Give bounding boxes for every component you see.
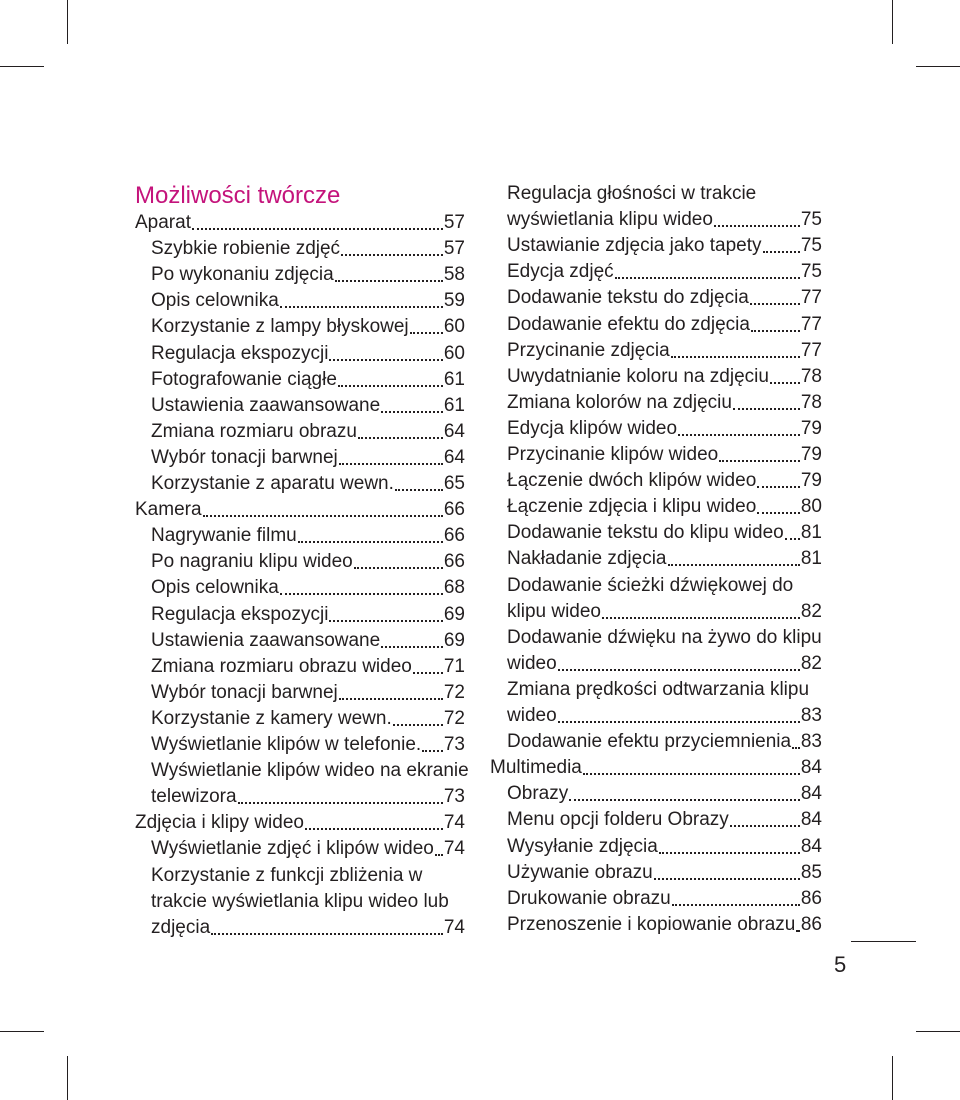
toc-entry-page: 61 [443, 369, 465, 390]
toc-entry-page: 77 [800, 340, 822, 361]
toc-entry-page: 86 [800, 888, 822, 909]
dot-leader [719, 460, 800, 462]
toc-entry [151, 549, 465, 575]
dot-leader [558, 669, 800, 671]
dot-leader [238, 802, 443, 804]
page-number: 5 [834, 952, 847, 977]
dot-leader [668, 564, 800, 566]
toc-entry-page: 69 [443, 604, 465, 625]
dot-leader [750, 303, 800, 305]
toc-entry-title: Przenoszenie i kopiowanie obrazu [507, 914, 796, 935]
toc-entry-title: Drukowanie obrazu [507, 888, 671, 909]
toc-entry-page: 79 [800, 470, 822, 491]
dot-leader [654, 878, 800, 880]
toc-entry-title: Zmiana rozmiaru obrazu wideo [151, 656, 412, 677]
toc-entry [151, 341, 465, 367]
toc-entry-page: 78 [800, 392, 822, 413]
toc-entry-title: Nakładanie zdjęcia [507, 548, 667, 569]
toc-entry [507, 416, 822, 442]
dot-leader [381, 646, 443, 648]
toc-entry [151, 784, 465, 810]
toc-entry-title: Dodawanie efektu do zdjęcia [507, 314, 750, 335]
toc-entry-title: Wyświetlanie klipów w telefonie. [151, 734, 422, 755]
toc-entry [507, 338, 822, 364]
dot-leader [730, 825, 800, 827]
toc-entry [507, 651, 822, 677]
toc-entry-page: 65 [443, 473, 465, 494]
toc-entry-title: Łączenie zdjęcia i klipu wideo [507, 496, 757, 517]
toc-entry-title: Po nagraniu klipu wideo [151, 551, 353, 572]
dot-leader [339, 698, 443, 700]
toc-entry-title: Korzystanie z lampy błyskowej [151, 316, 409, 337]
toc-entry-page: 59 [443, 290, 465, 311]
toc-entry-page: 57 [443, 212, 465, 233]
toc-entry-title: Nagrywanie filmu [151, 525, 297, 546]
dot-leader [354, 567, 443, 569]
toc-entry-page: 73 [443, 734, 465, 755]
toc-entry-page: 86 [800, 914, 822, 935]
toc-entry [151, 915, 465, 941]
dot-leader [339, 463, 443, 465]
toc-entry-page: 61 [443, 395, 465, 416]
toc-entry-page: 69 [443, 630, 465, 651]
toc-entry-title: Łączenie dwóch klipów wideo [507, 470, 757, 491]
toc-entry-page: 77 [800, 287, 822, 308]
crop-mark [0, 66, 44, 67]
toc-entry [507, 729, 822, 755]
dot-leader [770, 382, 800, 384]
toc-entry-page: 72 [443, 682, 465, 703]
toc-entry-title: trakcie wyświetlania klipu wideo lub [151, 891, 449, 912]
toc-entry [151, 836, 465, 862]
toc-entry [135, 810, 465, 836]
toc-entry [151, 575, 465, 601]
dot-leader [714, 225, 800, 227]
toc-entry-title: wyświetlania klipu wideo [507, 209, 713, 230]
toc-entry-title: Uwydatnianie koloru na zdjęciu [507, 366, 769, 387]
dot-leader [203, 515, 443, 517]
toc-entry-title: Wybór tonacji barwnej [151, 447, 338, 468]
toc-entry-title: Fotografowanie ciągłe [151, 369, 337, 390]
dot-leader [435, 854, 443, 856]
toc-entry-page: 74 [443, 838, 465, 859]
crop-mark [67, 1056, 68, 1100]
toc-entry-title: Opis celownika [151, 290, 279, 311]
toc-entry-page: 82 [800, 601, 822, 622]
toc-entry [151, 654, 465, 680]
toc-entry-title: Edycja klipów wideo [507, 418, 678, 439]
dot-leader [569, 799, 800, 801]
toc-entry [151, 288, 465, 314]
toc-entry-page: 60 [443, 316, 465, 337]
toc-entry-title: Aparat [135, 212, 191, 233]
toc-entry-title: Ustawienia zaawansowane [151, 395, 381, 416]
crop-mark [67, 0, 68, 44]
toc-entry-page: 75 [800, 209, 822, 230]
toc-entry-title: Wyświetlanie zdjęć i klipów wideo [151, 838, 434, 859]
dot-leader [192, 228, 443, 230]
toc-entry-title: Szybkie robienie zdjęć [151, 238, 341, 259]
toc-entry-title: Dodawanie tekstu do klipu wideo [507, 522, 784, 543]
toc-entry-page: 58 [443, 264, 465, 285]
toc-entry [507, 703, 822, 729]
toc-entry-title: Korzystanie z funkcji zbliżenia w [151, 865, 423, 886]
toc-entry-title: Używanie obrazu [507, 862, 653, 883]
dot-leader [733, 408, 800, 410]
toc-entry-page: 79 [800, 444, 822, 465]
toc-entry-title: Korzystanie z kamery wewn. [151, 708, 392, 729]
section-title: Możliwości twórcze [135, 182, 341, 209]
toc-entry-title: Kamera [135, 499, 202, 520]
toc-entry [507, 364, 822, 390]
toc-entry-page: 74 [443, 917, 465, 938]
dot-leader [211, 933, 443, 935]
crop-mark [0, 1031, 44, 1032]
toc-entry [135, 210, 465, 236]
toc-entry [507, 233, 822, 259]
dot-leader [583, 773, 800, 775]
toc-entry [151, 236, 465, 262]
dot-leader [395, 489, 443, 491]
toc-entry [151, 314, 465, 340]
toc-entry [507, 546, 822, 572]
toc-entry [151, 602, 465, 628]
toc-entry [151, 419, 465, 445]
toc-entry-page: 84 [800, 757, 822, 778]
dot-leader [671, 356, 800, 358]
toc-entry-title: Menu opcji folderu Obrazy [507, 809, 729, 830]
toc-entry [151, 471, 465, 497]
toc-entry-page: 85 [800, 862, 822, 883]
dot-leader [338, 385, 443, 387]
toc-entry [507, 259, 822, 285]
dot-leader [298, 541, 443, 543]
toc-entry [507, 285, 822, 311]
toc-entry-title: Multimedia [490, 757, 582, 778]
dot-leader [358, 437, 443, 439]
toc-entry [151, 706, 465, 732]
toc-entry [507, 312, 822, 338]
crop-mark [916, 66, 960, 67]
dot-leader [335, 280, 443, 282]
toc-entry [151, 393, 465, 419]
toc-entry [151, 445, 465, 471]
toc-entry-page: 64 [443, 421, 465, 442]
toc-entry [151, 628, 465, 654]
crop-mark [892, 1056, 893, 1100]
toc-entry-title: Edycja zdjęć [507, 261, 614, 282]
toc-entry-page: 83 [800, 731, 822, 752]
toc-entry-title: Regulacja ekspozycji [151, 604, 329, 625]
dot-leader [751, 330, 800, 332]
toc-entry [507, 207, 822, 233]
toc-entry-title: Dodawanie tekstu do zdjęcia [507, 287, 749, 308]
toc-entry-page: 84 [800, 783, 822, 804]
dot-leader [678, 434, 800, 436]
toc-entry-title: Wyświetlanie klipów wideo na ekranie [151, 760, 469, 781]
toc-entry [507, 834, 822, 860]
toc-entry-title: Zmiana rozmiaru obrazu [151, 421, 357, 442]
toc-entry-title: telewizora [151, 786, 237, 807]
toc-entry-page: 79 [800, 418, 822, 439]
toc-entry [507, 442, 822, 468]
dot-leader [615, 277, 800, 279]
toc-entry [151, 680, 465, 706]
dot-leader [393, 724, 443, 726]
dot-leader [280, 593, 443, 595]
toc-entry-page: 78 [800, 366, 822, 387]
toc-entry-title: Dodawanie dźwięku na żywo do klipu [507, 627, 822, 648]
toc-entry [507, 494, 822, 520]
toc-entry [507, 468, 822, 494]
toc-entry [507, 886, 822, 912]
toc-entry-page: 64 [443, 447, 465, 468]
toc-entry [151, 367, 465, 393]
dot-leader [305, 828, 443, 830]
toc-entry-title: Opis celownika [151, 577, 279, 598]
toc-entry-title: Wysyłanie zdjęcia [507, 836, 658, 857]
toc-entry-page: 72 [443, 708, 465, 729]
toc-entry-page: 83 [800, 705, 822, 726]
toc-entry [151, 262, 465, 288]
toc-entry [135, 497, 465, 523]
dot-leader [341, 254, 443, 256]
toc-entry-page: 82 [800, 653, 822, 674]
toc-entry-page: 77 [800, 314, 822, 335]
toc-entry-title: zdjęcia [151, 917, 211, 938]
dot-leader [413, 672, 443, 674]
dot-leader [672, 904, 800, 906]
toc-entry-title: Dodawanie efektu przyciemnienia [507, 731, 792, 752]
dot-leader [763, 251, 800, 253]
toc-entry-page: 66 [443, 551, 465, 572]
toc-entry-title: Ustawianie zdjęcia jako tapety [507, 235, 762, 256]
dot-leader [602, 617, 800, 619]
toc-entry-page: 71 [443, 656, 465, 677]
toc-entry-title: wideo [507, 653, 557, 674]
toc-entry-title: Dodawanie ścieżki dźwiękowej do [507, 575, 794, 596]
toc-entry [490, 755, 822, 781]
dot-leader [757, 512, 800, 514]
toc-entry-page: 73 [443, 786, 465, 807]
toc-entry-page: 74 [443, 812, 465, 833]
toc-entry-page: 84 [800, 836, 822, 857]
toc-entry [507, 807, 822, 833]
toc-entry-page: 75 [800, 261, 822, 282]
toc-entry [507, 912, 822, 938]
toc-entry-title: Obrazy [507, 783, 569, 804]
dot-leader [329, 620, 442, 622]
toc-entry [507, 390, 822, 416]
toc-entry-page: 68 [443, 577, 465, 598]
dot-leader [280, 306, 443, 308]
toc-entry-page: 57 [443, 238, 465, 259]
page-number-rule [851, 941, 916, 942]
toc-entry-title: Regulacja ekspozycji [151, 343, 329, 364]
toc-entry [507, 599, 822, 625]
toc-entry-title: Zmiana prędkości odtwarzania klipu [507, 679, 810, 700]
toc-entry-page: 66 [443, 499, 465, 520]
toc-entry-title: Ustawienia zaawansowane [151, 630, 381, 651]
toc-entry-title: Przycinanie zdjęcia [507, 340, 670, 361]
toc-entry-page: 75 [800, 235, 822, 256]
dot-leader [785, 538, 800, 540]
toc-entry-page: 81 [800, 548, 822, 569]
toc-entry [507, 520, 822, 546]
toc-entry [507, 781, 822, 807]
toc-entry-title: Korzystanie z aparatu wewn. [151, 473, 394, 494]
crop-mark [892, 0, 893, 44]
toc-entry-title: Zdjęcia i klipy wideo [135, 812, 304, 833]
toc-entry-page: 60 [443, 343, 465, 364]
toc-entry-title: wideo [507, 705, 557, 726]
toc-entry-title: Przycinanie klipów wideo [507, 444, 719, 465]
toc-entry [507, 860, 822, 886]
toc-entry-title: klipu wideo [507, 601, 601, 622]
toc-entry-page: 80 [800, 496, 822, 517]
dot-leader [381, 411, 443, 413]
toc-entry-title: Regulacja głośności w trakcie [507, 183, 757, 204]
dot-leader [757, 486, 800, 488]
toc-entry-title: Wybór tonacji barwnej [151, 682, 338, 703]
toc-entry [151, 523, 465, 549]
toc-entry-page: 84 [800, 809, 822, 830]
toc-entry-page: 81 [800, 522, 822, 543]
dot-leader [558, 721, 800, 723]
dot-leader [796, 930, 800, 932]
dot-leader [792, 747, 800, 749]
toc-entry [151, 732, 465, 758]
crop-mark [916, 1031, 960, 1032]
toc-entry-title: Po wykonaniu zdjęcia [151, 264, 334, 285]
dot-leader [410, 332, 443, 334]
dot-leader [329, 359, 442, 361]
toc-entry-page: 66 [443, 525, 465, 546]
dot-leader [422, 750, 443, 752]
toc-entry-title: Zmiana kolorów na zdjęciu [507, 392, 732, 413]
dot-leader [659, 852, 800, 854]
